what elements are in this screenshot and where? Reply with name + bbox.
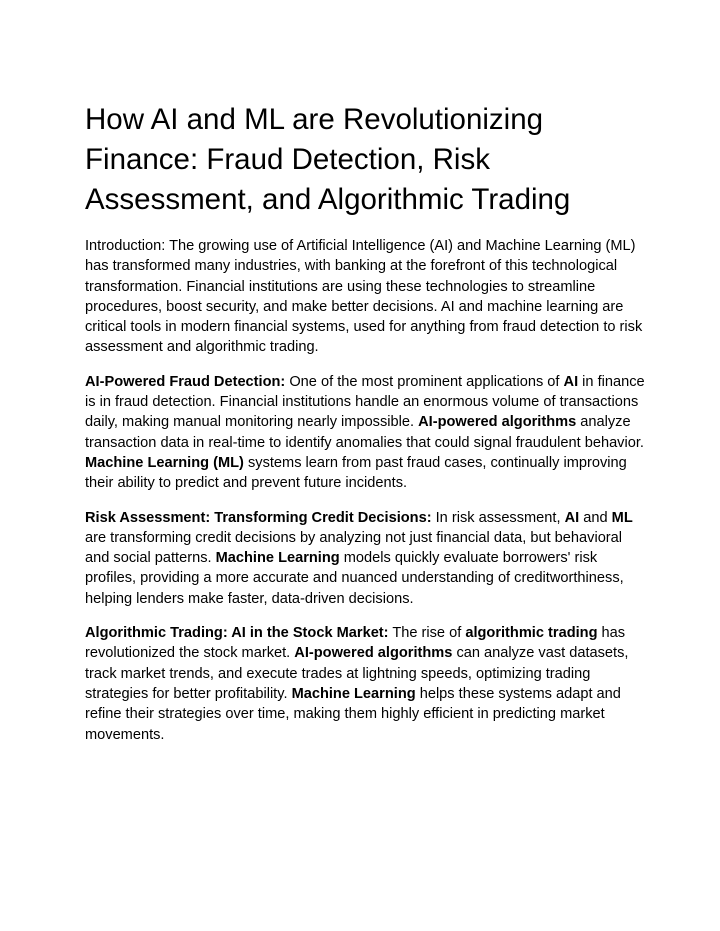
fraud-text-4: systems learn from past fraud cases, continually improving their ability to predict and prevent future incidents. bbox=[85, 454, 627, 492]
trading-text-1: The rise of bbox=[388, 625, 466, 642]
risk-text-2: and bbox=[579, 509, 612, 526]
fraud-text-3: analyze transaction data in real-time to identify anomalies that could signal fraudulent behavior. bbox=[85, 414, 644, 451]
page-title: How AI and ML are Revolutionizing Finance: Fraud Detection, Risk Assessment, and Algorithmic Trading bbox=[85, 103, 571, 216]
trading-text-3: can analyze vast datasets, track market trends, and execute trades at lightning speeds, optimizing trading strategies for better profitability. bbox=[85, 645, 629, 702]
algorithmic-trading-heading: Algorithmic Trading: AI in the Stock Market: bbox=[85, 625, 389, 642]
fraud-text-1: One of the most prominent applications of bbox=[285, 373, 564, 390]
intro-paragraph: Introduction: The growing use of Artificial Intelligence (AI) and Machine Learning (ML) has transformed many industries, with banking at the forefront of this technological transformation. Financial institutions are using these technologies to streamline procedures, boost security, and make better decisions. AI and machine learning are critical tools in modern financial systems, used for anything from fraud detection to risk assessment and algorithmic trading. bbox=[85, 238, 643, 356]
fraud-bold-2: AI-powered algorithms bbox=[418, 414, 577, 431]
risk-text-1: In risk assessment, bbox=[431, 509, 565, 526]
fraud-text-2: in finance is in fraud detection. Financial institutions handle an enormous volume of transactions daily, making manual monitoring nearly impossible. bbox=[85, 373, 645, 431]
risk-bold-1: AI bbox=[564, 509, 580, 526]
fraud-bold-3: Machine Learning (ML) bbox=[85, 454, 244, 471]
trading-bold-1: algorithmic trading bbox=[465, 625, 598, 642]
fraud-bold-1: AI bbox=[563, 373, 579, 390]
fraud-detection-paragraph bbox=[85, 372, 645, 494]
risk-text-4: models quickly evaluate borrowers' risk profiles, providing a more accurate and nuanced understanding of creditworthiness, helping lenders make faster, data-driven decisions. bbox=[85, 550, 624, 607]
trading-bold-3: Machine Learning bbox=[291, 685, 416, 702]
trading-text-2: has revolutionized the stock market. bbox=[85, 625, 626, 662]
trading-bold-2: AI-powered algorithms bbox=[294, 645, 453, 662]
algorithmic-trading-paragraph bbox=[85, 623, 645, 745]
trading-text-4: helps these systems adapt and refine their strategies over time, making them highly efficient in predicting market movements. bbox=[85, 685, 621, 743]
risk-assessment-heading: Risk Assessment: Transforming Credit Decisions: bbox=[85, 509, 432, 526]
risk-bold-3: Machine Learning bbox=[215, 550, 340, 567]
fraud-detection-heading: AI-Powered Fraud Detection: bbox=[85, 373, 286, 390]
risk-text-3: are transforming credit decisions by analyzing not just financial data, but behavioral and social patterns. bbox=[85, 529, 623, 567]
risk-assessment-paragraph bbox=[85, 508, 645, 609]
risk-bold-2: ML bbox=[611, 509, 633, 526]
document-page bbox=[85, 100, 645, 745]
